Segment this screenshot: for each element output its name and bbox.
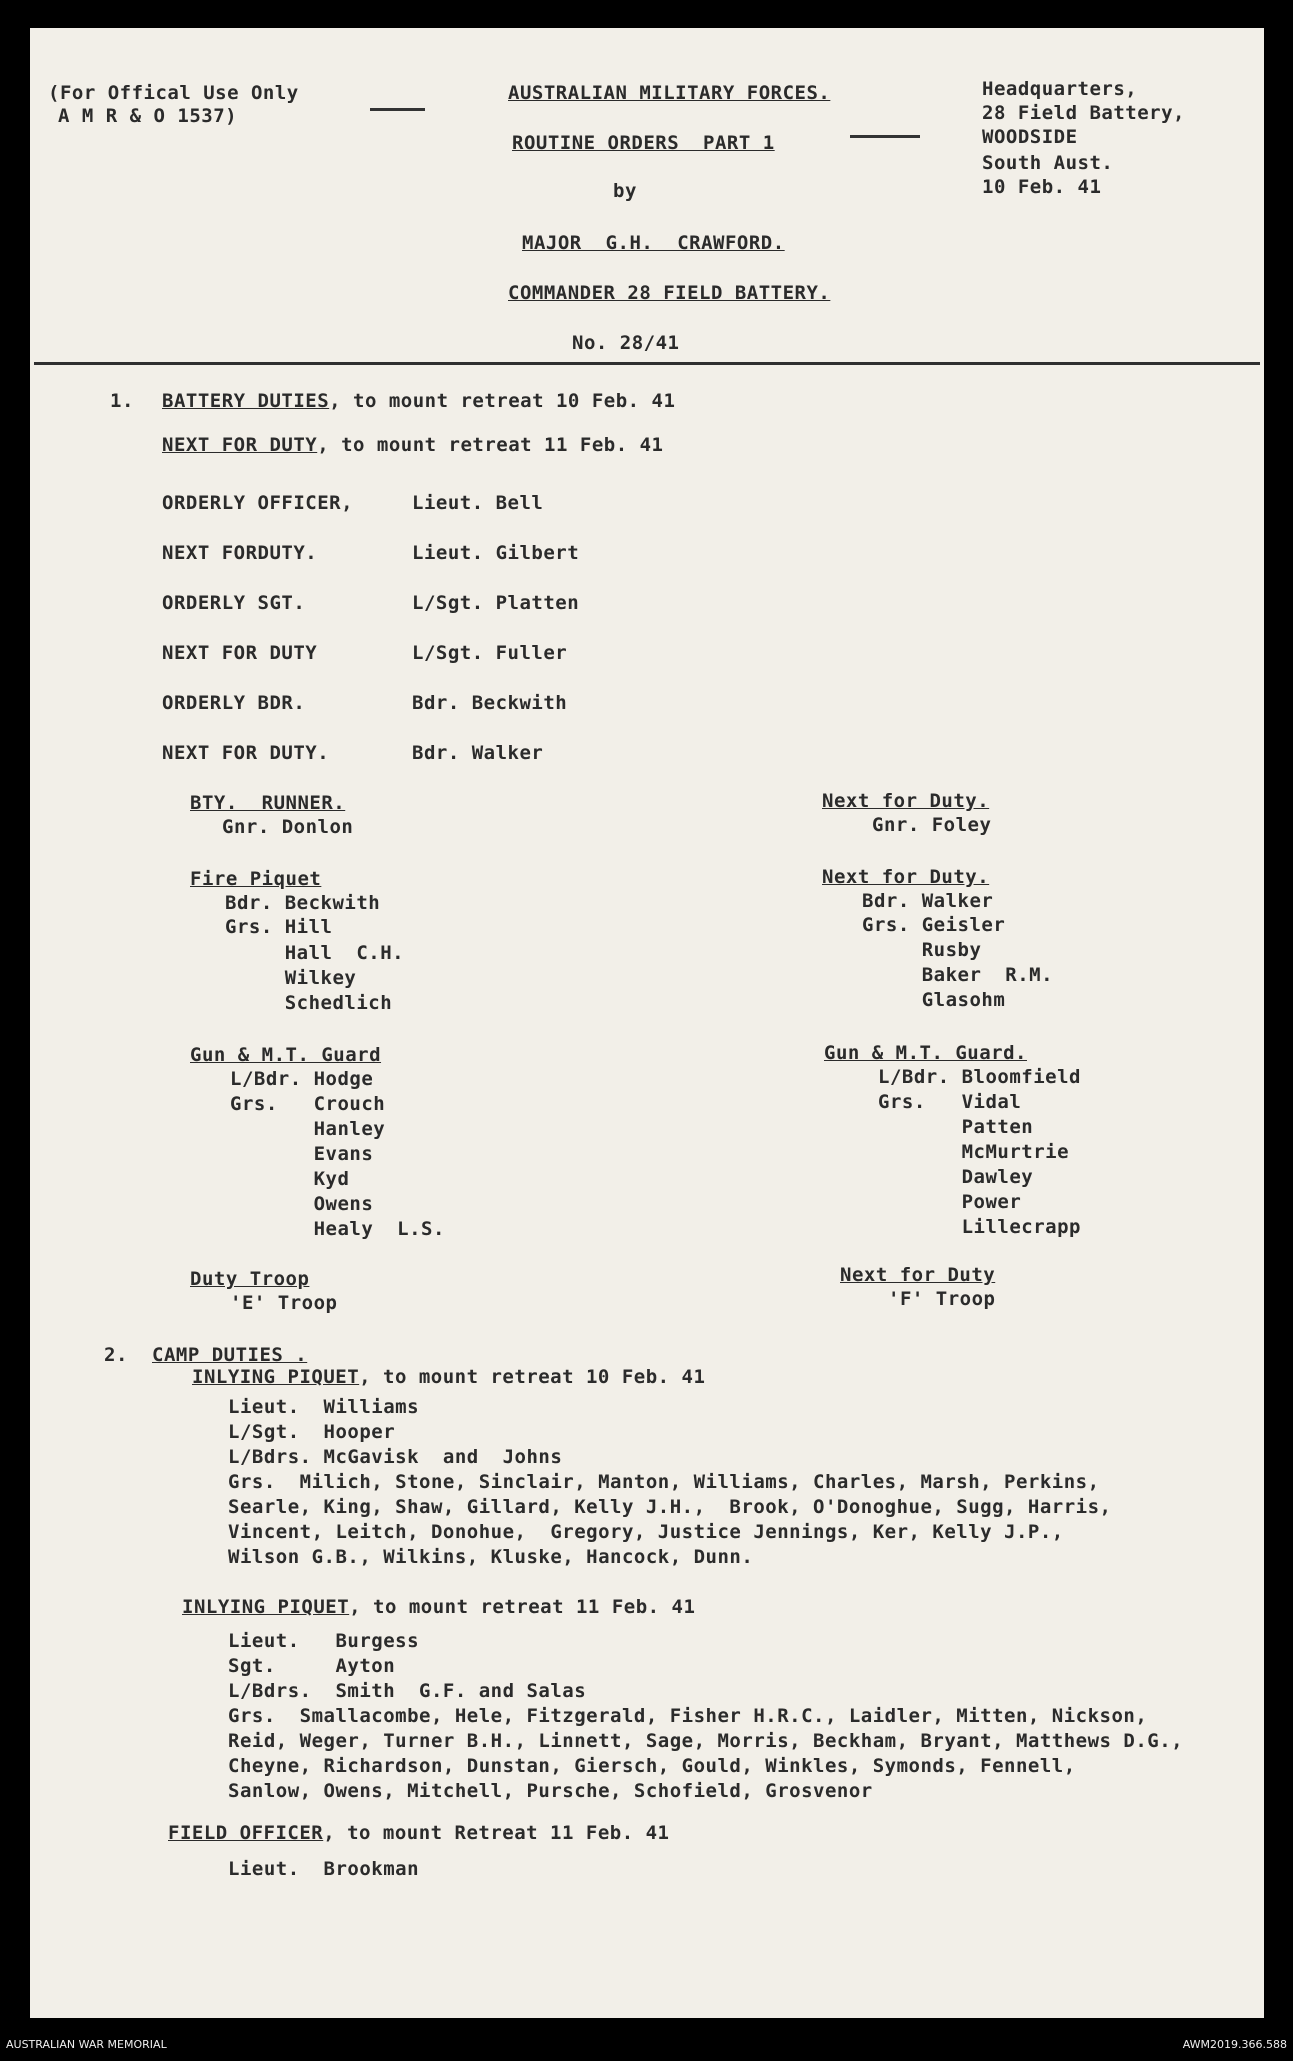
duty-troop-title: Duty Troop <box>190 1268 310 1290</box>
inlying-piquet-2-line: Sanlow, Owens, Mitchell, Pursche, Schofield, Grosvenor <box>228 1780 873 1802</box>
battery-duties-text: , to mount retreat 10 Feb. 41 <box>329 390 676 412</box>
footer-accession: AWM2019.366.588 <box>1182 2038 1287 2051</box>
fire-next-member: Rusby <box>862 939 982 961</box>
stray-dash <box>370 108 425 111</box>
guard-next-title: Gun & M.T. Guard. <box>824 1042 1027 1064</box>
next-for-duty-line <box>162 434 663 456</box>
inlying-piquet-1-line: Lieut. Williams <box>228 1396 420 1418</box>
field-officer-title: FIELD OFFICER <box>168 1822 324 1844</box>
guard-next-member: Dawley <box>878 1166 1034 1188</box>
next-for-duty-title: NEXT FOR DUTY <box>162 434 318 456</box>
runner-next-name: Gnr. Foley <box>872 814 992 836</box>
runner-name: Gnr. Donlon <box>222 816 354 838</box>
guard-next-member: L/Bdr. Bloomfield <box>878 1066 1081 1088</box>
roster-role: NEXT FOR DUTY <box>162 642 318 664</box>
fire-next-member: Bdr. Walker <box>862 890 994 912</box>
heading-by: by <box>613 180 637 202</box>
runner-title: BTY. RUNNER. <box>190 792 346 814</box>
address-line1: Headquarters, <box>982 78 1138 100</box>
roster-name: Bdr. Beckwith <box>412 692 568 714</box>
heading-commander-title: COMMANDER 28 FIELD BATTERY. <box>508 282 831 304</box>
roster-role: ORDERLY OFFICER, <box>162 492 354 514</box>
fire-piquet-member: Wilkey <box>225 967 357 989</box>
roster-name: Lieut. Bell <box>412 492 544 514</box>
roster-name: Lieut. Gilbert <box>412 542 580 564</box>
inlying-piquet-1-text: , to mount retreat 10 Feb. 41 <box>359 1366 706 1388</box>
stray-dash <box>850 135 920 138</box>
duty-troop-name: 'E' Troop <box>230 1292 338 1314</box>
field-officer-name: Lieut. Brookman <box>228 1858 420 1880</box>
official-use-line2: A M R & O 1537) <box>58 105 238 127</box>
fire-next-member: Glasohm <box>862 989 1006 1011</box>
order-number: No. 28/41 <box>572 332 680 354</box>
troop-next-title: Next for Duty <box>840 1264 996 1286</box>
inlying-piquet-1-line: Grs. Milich, Stone, Sinclair, Manton, Williams, Charles, Marsh, Perkins, <box>228 1471 1100 1493</box>
inlying-piquet-1-line <box>192 1366 705 1388</box>
roster-role: ORDERLY BDR. <box>162 692 306 714</box>
guard-member: Kyd <box>230 1168 350 1190</box>
section-2-number: 2. <box>104 1344 128 1366</box>
fire-piquet-member: Grs. Hill <box>225 916 333 938</box>
guard-member: Healy L.S. <box>230 1218 445 1240</box>
next-for-duty-text: , to mount retreat 11 Feb. 41 <box>317 434 664 456</box>
guard-member: Owens <box>230 1193 374 1215</box>
inlying-piquet-2-line: L/Bdrs. Smith G.F. and Salas <box>228 1680 587 1702</box>
battery-duties-line <box>162 390 675 412</box>
address-date: 10 Feb. 41 <box>982 176 1102 198</box>
inlying-piquet-1-line: Searle, King, Shaw, Gillard, Kelly J.H., Brook, O'Donoghue, Sugg, Harris, <box>228 1496 1112 1518</box>
roster-name: L/Sgt. Platten <box>412 592 580 614</box>
troop-next-name: 'F' Troop <box>888 1288 996 1310</box>
inlying-piquet-1-line: Wilson G.B., Wilkins, Kluske, Hancock, Dunn. <box>228 1546 754 1568</box>
inlying-piquet-1-title: INLYING PIQUET <box>192 1366 360 1388</box>
address-line4: South Aust. <box>982 152 1114 174</box>
inlying-piquet-2-line: Reid, Weger, Turner B.H., Linnett, Sage, Morris, Beckham, Bryant, Matthews D.G., <box>228 1730 1184 1752</box>
header-divider <box>34 362 1260 365</box>
guard-member: Evans <box>230 1143 374 1165</box>
official-use-line1: (For Offical Use Only <box>48 82 299 104</box>
inlying-piquet-1-line: L/Sgt. Hooper <box>228 1421 396 1443</box>
guard-next-member: Power <box>878 1191 1022 1213</box>
battery-duties-title: BATTERY DUTIES <box>162 390 330 412</box>
guard-title: Gun & M.T. Guard <box>190 1044 382 1066</box>
inlying-piquet-2-line: Grs. Smallacombe, Hele, Fitzgerald, Fisher H.R.C., Laidler, Mitten, Nickson, <box>228 1705 1148 1727</box>
heading-commander-name: MAJOR G.H. CRAWFORD. <box>522 232 785 254</box>
field-officer-line <box>168 1822 669 1844</box>
inlying-piquet-2-line: Lieut. Burgess <box>228 1630 420 1652</box>
fire-piquet-member: Bdr. Beckwith <box>225 892 381 914</box>
address-line3: WOODSIDE <box>982 126 1078 148</box>
guard-member: Grs. Crouch <box>230 1093 386 1115</box>
runner-next-title: Next for Duty. <box>822 790 990 812</box>
inlying-piquet-2-text: , to mount retreat 11 Feb. 41 <box>349 1596 696 1618</box>
guard-member: L/Bdr. Hodge <box>230 1068 374 1090</box>
inlying-piquet-1-line: L/Bdrs. McGavisk and Johns <box>228 1446 563 1468</box>
footer-source: AUSTRALIAN WAR MEMORIAL <box>6 2038 167 2051</box>
inlying-piquet-2-title: INLYING PIQUET <box>182 1596 350 1618</box>
inlying-piquet-2-line: Cheyne, Richardson, Dunstan, Giersch, Gould, Winkles, Symonds, Fennell, <box>228 1755 1076 1777</box>
inlying-piquet-2-line: Sgt. Ayton <box>228 1655 396 1677</box>
fire-piquet-title: Fire Piquet <box>190 868 322 890</box>
field-officer-text: , to mount Retreat 11 Feb. 41 <box>323 1822 670 1844</box>
inlying-piquet-1-line: Vincent, Leitch, Donohue, Gregory, Justice Jennings, Ker, Kelly J.P., <box>228 1521 1064 1543</box>
inlying-piquet-2-line <box>182 1596 695 1618</box>
camp-duties-title: CAMP DUTIES . <box>152 1344 308 1366</box>
roster-role: NEXT FORDUTY. <box>162 542 318 564</box>
roster-name: L/Sgt. Fuller <box>412 642 568 664</box>
guard-next-member: Grs. Vidal <box>878 1091 1022 1113</box>
guard-next-member: Lillecrapp <box>878 1216 1081 1238</box>
guard-next-member: Patten <box>878 1116 1034 1138</box>
fire-next-title: Next for Duty. <box>822 866 990 888</box>
fire-piquet-member: Schedlich <box>225 992 393 1014</box>
guard-next-member: McMurtrie <box>878 1141 1070 1163</box>
fire-next-member: Grs. Geisler <box>862 914 1006 936</box>
fire-piquet-member: Hall C.H. <box>225 942 405 964</box>
fire-next-member: Baker R.M. <box>862 964 1054 986</box>
roster-role: NEXT FOR DUTY. <box>162 742 330 764</box>
heading-orders: ROUTINE ORDERS PART 1 <box>512 132 775 154</box>
roster-role: ORDERLY SGT. <box>162 592 306 614</box>
section-1-number: 1. <box>110 390 134 412</box>
roster-name: Bdr. Walker <box>412 742 544 764</box>
heading-forces: AUSTRALIAN MILITARY FORCES. <box>508 82 831 104</box>
guard-member: Hanley <box>230 1118 386 1140</box>
address-line2: 28 Field Battery, <box>982 102 1185 124</box>
